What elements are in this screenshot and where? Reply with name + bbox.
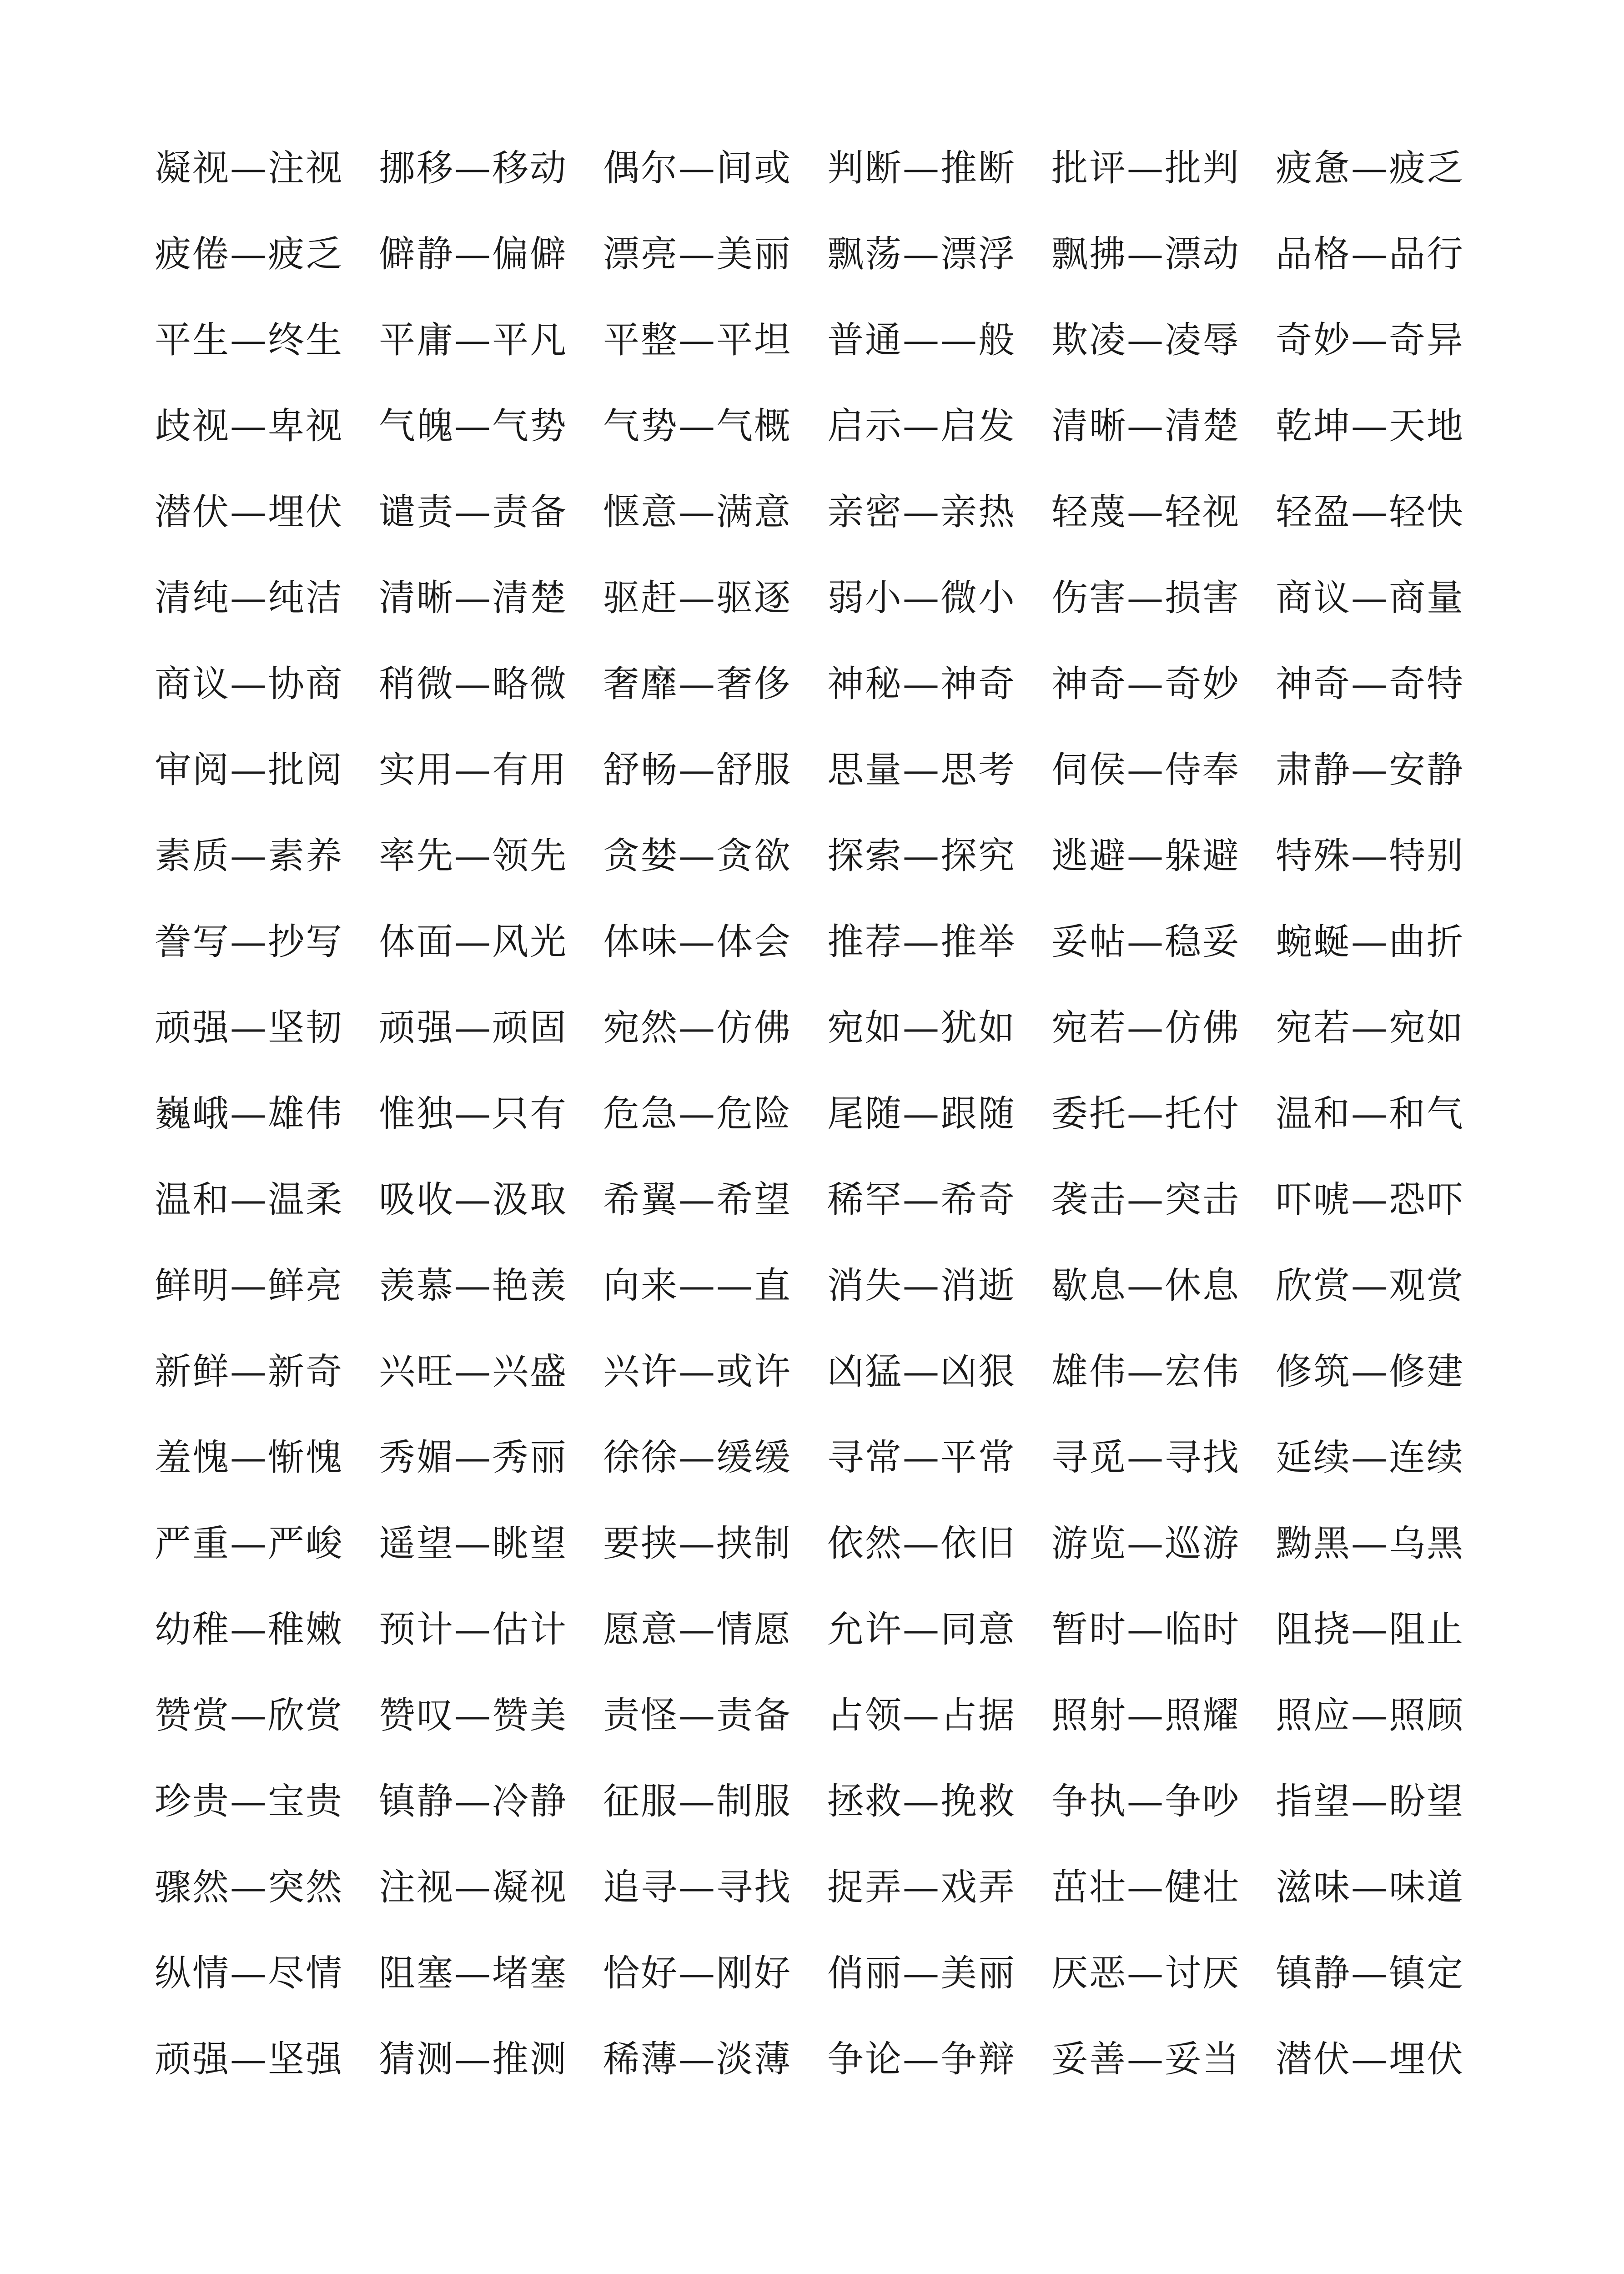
synonym-row <box>155 910 1501 996</box>
synonym-pair: 疲倦—疲乏 <box>155 233 343 275</box>
synonym-pair: 品格—品行 <box>1276 233 1464 275</box>
synonym-pair: 气魄—气势 <box>379 405 568 447</box>
synonym-pair: 清纯—纯洁 <box>155 577 343 619</box>
synonym-pair: 宛若—宛如 <box>1276 1006 1464 1049</box>
synonym-pair: 愿意—情愿 <box>603 1608 792 1650</box>
synonym-pair: 争执—争吵 <box>1051 1780 1240 1822</box>
synonym-pair: 欣赏—观赏 <box>1276 1264 1464 1307</box>
synonym-pair: 审阅—批阅 <box>155 749 343 791</box>
synonym-row <box>155 738 1501 824</box>
synonym-pair: 素质—素养 <box>155 835 343 877</box>
synonym-pair: 稀罕—希奇 <box>827 1178 1016 1221</box>
synonym-pair: 凶猛—凶狠 <box>827 1350 1016 1393</box>
synonym-pair: 商议—协商 <box>155 663 343 705</box>
synonym-pair: 推荐—推举 <box>827 921 1016 963</box>
synonym-row <box>155 1082 1501 1168</box>
synonym-pair: 黝黑—乌黑 <box>1276 1522 1464 1565</box>
synonym-pair: 追寻—寻找 <box>603 1866 792 1908</box>
synonym-pair: 潜伏—埋伏 <box>1276 2038 1464 2080</box>
synonym-pair: 惟独—只有 <box>379 1092 568 1135</box>
synonym-pair: 茁壮—健壮 <box>1051 1866 1240 1908</box>
synonym-row <box>155 824 1501 910</box>
synonym-pair: 驱赶—驱逐 <box>603 577 792 619</box>
synonym-pair: 肃静—安静 <box>1276 749 1464 791</box>
synonym-row <box>155 394 1501 480</box>
synonym-pair: 逃避—躲避 <box>1051 835 1240 877</box>
synonym-pair: 希翼—希望 <box>603 1178 792 1221</box>
synonym-pair: 遥望—眺望 <box>379 1522 568 1565</box>
synonym-pair: 顽强—顽固 <box>379 1006 568 1049</box>
synonym-row <box>155 1598 1501 1684</box>
synonym-pair: 平整—平坦 <box>603 319 792 361</box>
synonym-pair: 宛若—仿佛 <box>1051 1006 1240 1049</box>
synonym-pair: 誊写—抄写 <box>155 921 343 963</box>
synonym-pair: 清晰—清楚 <box>1051 405 1240 447</box>
synonym-pair: 顽强—坚强 <box>155 2038 343 2080</box>
synonym-pair: 镇静—冷静 <box>379 1780 568 1822</box>
synonym-row <box>155 1856 1501 1942</box>
synonym-pair: 吸收—汲取 <box>379 1178 568 1221</box>
synonym-pair: 温和—温柔 <box>155 1178 343 1221</box>
synonym-pair: 伤害—损害 <box>1051 577 1240 619</box>
synonym-pair: 乾坤—天地 <box>1276 405 1464 447</box>
synonym-pair: 实用—有用 <box>379 749 568 791</box>
synonym-pair: 潜伏—埋伏 <box>155 491 343 533</box>
synonym-row <box>155 1340 1501 1426</box>
synonym-row <box>155 996 1501 1082</box>
synonym-pair: 率先—领先 <box>379 835 568 877</box>
synonym-pair: 歧视—卑视 <box>155 405 343 447</box>
synonym-pair: 轻盈—轻快 <box>1276 491 1464 533</box>
synonym-pair: 舒畅—舒服 <box>603 749 792 791</box>
synonym-pair: 谴责—责备 <box>379 491 568 533</box>
synonym-pair: 巍峨—雄伟 <box>155 1092 343 1135</box>
synonym-pair: 厌恶—讨厌 <box>1051 1952 1240 1994</box>
synonym-pair: 妥善—妥当 <box>1051 2038 1240 2080</box>
synonym-pair: 吓唬—恐吓 <box>1276 1178 1464 1221</box>
synonym-pair: 僻静—偏僻 <box>379 233 568 275</box>
synonym-pair: 延续—连续 <box>1276 1436 1464 1479</box>
synonym-pair: 普通——般 <box>827 319 1016 361</box>
synonym-row <box>155 1168 1501 1254</box>
synonym-pair: 消失—消逝 <box>827 1264 1016 1307</box>
synonym-row <box>155 566 1501 652</box>
synonym-pair: 严重—严峻 <box>155 1522 343 1565</box>
synonym-pair: 欺凌—凌辱 <box>1051 319 1240 361</box>
synonym-pair: 思量—思考 <box>827 749 1016 791</box>
synonym-pair: 漂亮—美丽 <box>603 233 792 275</box>
synonym-pair: 伺侯—侍奉 <box>1051 749 1240 791</box>
synonym-pair: 兴旺—兴盛 <box>379 1350 568 1393</box>
synonym-pair: 拯救—挽救 <box>827 1780 1016 1822</box>
synonym-pair-grid <box>155 136 1501 2113</box>
synonym-pair: 向来——直 <box>603 1264 792 1307</box>
synonym-pair: 奇妙—奇异 <box>1276 319 1464 361</box>
synonym-pair: 挪移—移动 <box>379 147 568 189</box>
synonym-pair: 体面—风光 <box>379 921 568 963</box>
synonym-pair: 阻挠—阻止 <box>1276 1608 1464 1650</box>
synonym-pair: 责怪—责备 <box>603 1694 792 1736</box>
synonym-pair: 羡慕—艳羡 <box>379 1264 568 1307</box>
synonym-pair: 照射—照耀 <box>1051 1694 1240 1736</box>
synonym-pair: 奢靡—奢侈 <box>603 663 792 705</box>
synonym-pair: 商议—商量 <box>1276 577 1464 619</box>
synonym-pair: 贪婪—贪欲 <box>603 835 792 877</box>
synonym-pair: 要挟—挟制 <box>603 1522 792 1565</box>
synonym-pair: 预计—估计 <box>379 1608 568 1650</box>
synonym-pair: 阻塞—堵塞 <box>379 1952 568 1994</box>
synonym-pair: 清晰—清楚 <box>379 577 568 619</box>
synonym-pair: 稀薄—淡薄 <box>603 2038 792 2080</box>
synonym-pair: 征服—制服 <box>603 1780 792 1822</box>
synonym-pair: 兴许—或许 <box>603 1350 792 1393</box>
synonym-pair: 注视—凝视 <box>379 1866 568 1908</box>
synonym-pair: 凝视—注视 <box>155 147 343 189</box>
synonym-pair: 温和—和气 <box>1276 1092 1464 1135</box>
synonym-pair: 争论—争辩 <box>827 2038 1016 2080</box>
synonym-pair: 纵情—尽情 <box>155 1952 343 1994</box>
synonym-row <box>155 1512 1501 1598</box>
synonym-pair: 袭击—突击 <box>1051 1178 1240 1221</box>
synonym-pair: 神秘—神奇 <box>827 663 1016 705</box>
synonym-pair: 猜测—推测 <box>379 2038 568 2080</box>
synonym-pair: 鲜明—鲜亮 <box>155 1264 343 1307</box>
synonym-pair: 俏丽—美丽 <box>827 1952 1016 1994</box>
synonym-pair: 判断—推断 <box>827 147 1016 189</box>
synonym-pair: 徐徐—缓缓 <box>603 1436 792 1479</box>
synonym-pair: 新鲜—新奇 <box>155 1350 343 1393</box>
synonym-pair: 平生—终生 <box>155 319 343 361</box>
synonym-pair: 平庸—平凡 <box>379 319 568 361</box>
synonym-pair: 捉弄—戏弄 <box>827 1866 1016 1908</box>
synonym-pair: 指望—盼望 <box>1276 1780 1464 1822</box>
synonym-pair: 蜿蜒—曲折 <box>1276 921 1464 963</box>
synonym-pair: 批评—批判 <box>1051 147 1240 189</box>
synonym-pair: 依然—依旧 <box>827 1522 1016 1565</box>
synonym-pair: 修筑—修建 <box>1276 1350 1464 1393</box>
synonym-row <box>155 2027 1501 2113</box>
synonym-pair: 骤然—突然 <box>155 1866 343 1908</box>
synonym-row <box>155 480 1501 566</box>
synonym-pair: 雄伟—宏伟 <box>1051 1350 1240 1393</box>
synonym-pair: 幼稚—稚嫩 <box>155 1608 343 1650</box>
synonym-pair: 疲惫—疲乏 <box>1276 147 1464 189</box>
synonym-pair: 宛如—犹如 <box>827 1006 1016 1049</box>
synonym-pair: 顽强—坚韧 <box>155 1006 343 1049</box>
synonym-pair: 妥帖—稳妥 <box>1051 921 1240 963</box>
synonym-pair: 照应—照顾 <box>1276 1694 1464 1736</box>
synonym-pair: 启示—启发 <box>827 405 1016 447</box>
synonym-pair: 秀媚—秀丽 <box>379 1436 568 1479</box>
synonym-pair: 轻蔑—轻视 <box>1051 491 1240 533</box>
synonym-pair: 尾随—跟随 <box>827 1092 1016 1135</box>
synonym-pair: 滋味—味道 <box>1276 1866 1464 1908</box>
synonym-pair: 允许—同意 <box>827 1608 1016 1650</box>
synonym-pair: 神奇—奇特 <box>1276 663 1464 705</box>
synonym-pair: 体味—体会 <box>603 921 792 963</box>
synonym-pair: 寻常—平常 <box>827 1436 1016 1479</box>
synonym-row <box>155 308 1501 394</box>
synonym-row <box>155 1684 1501 1770</box>
synonym-pair: 亲密—亲热 <box>827 491 1016 533</box>
synonym-pair: 探索—探究 <box>827 835 1016 877</box>
synonym-pair: 占领—占据 <box>827 1694 1016 1736</box>
synonym-row <box>155 222 1501 308</box>
synonym-pair: 神奇—奇妙 <box>1051 663 1240 705</box>
synonym-row <box>155 1770 1501 1856</box>
synonym-pair: 赞叹—赞美 <box>379 1694 568 1736</box>
synonym-row <box>155 136 1501 222</box>
synonym-pair: 赞赏—欣赏 <box>155 1694 343 1736</box>
synonym-pair: 暂时—临时 <box>1051 1608 1240 1650</box>
synonym-row <box>155 1426 1501 1512</box>
synonym-row <box>155 652 1501 738</box>
synonym-pair: 羞愧—惭愧 <box>155 1436 343 1479</box>
synonym-pair: 珍贵—宝贵 <box>155 1780 343 1822</box>
synonym-pair: 游览—巡游 <box>1051 1522 1240 1565</box>
synonym-pair: 弱小—微小 <box>827 577 1016 619</box>
synonym-pair: 寻觅—寻找 <box>1051 1436 1240 1479</box>
synonym-pair: 偶尔—间或 <box>603 147 792 189</box>
synonym-pair: 宛然—仿佛 <box>603 1006 792 1049</box>
synonym-pair: 飘荡—漂浮 <box>827 233 1016 275</box>
synonym-pair: 镇静—镇定 <box>1276 1952 1464 1994</box>
synonym-pair: 惬意—满意 <box>603 491 792 533</box>
synonym-row <box>155 1942 1501 2027</box>
synonym-pair: 恰好—刚好 <box>603 1952 792 1994</box>
synonym-pair: 气势—气概 <box>603 405 792 447</box>
synonym-pair: 飘拂—漂动 <box>1051 233 1240 275</box>
synonym-pair: 特殊—特别 <box>1276 835 1464 877</box>
synonym-pair: 稍微—略微 <box>379 663 568 705</box>
synonym-pair: 委托—托付 <box>1051 1092 1240 1135</box>
synonym-pair: 歇息—休息 <box>1051 1264 1240 1307</box>
synonym-pair: 危急—危险 <box>603 1092 792 1135</box>
synonym-row <box>155 1254 1501 1340</box>
